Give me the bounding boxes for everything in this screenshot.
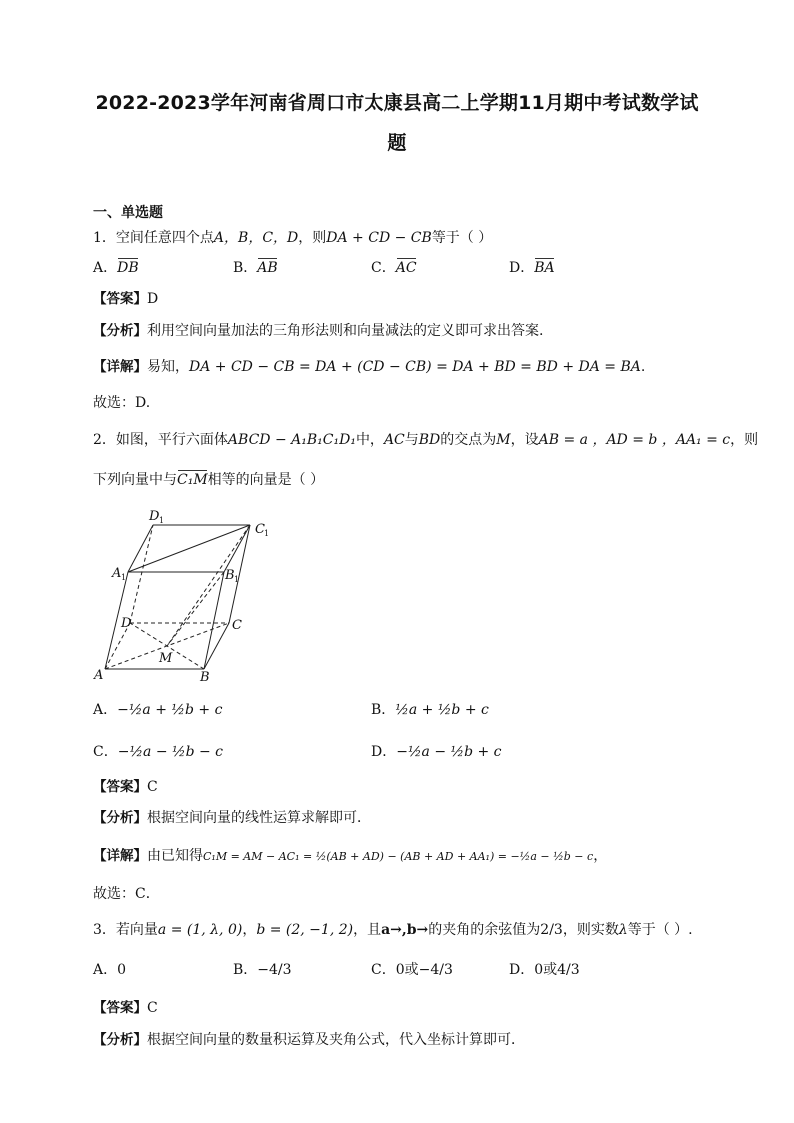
- answer-tag: 【答案】: [93, 779, 147, 795]
- q2-detail: 【详解】由已知得C₁M = AM − AC₁ = ½(AB + AD) − (AB + AD + AA₁) = −½a − ½b − c，: [93, 848, 608, 864]
- edge-DD1-hidden: [130, 525, 153, 623]
- svg-text:1: 1: [121, 573, 127, 582]
- question-2-stem: 2．如图，平行六面体ABCD − A₁B₁C₁D₁中，AC与BD的交点为M，设AB = a ，AD = b ，AA₁ = c，则: [93, 432, 759, 448]
- analysis-tag: 【分析】: [93, 810, 147, 826]
- q3-option-b: B．−4/3: [233, 962, 292, 978]
- question-3-stem: 3．若向量a = (1, λ, 0)，b = (2, −1, 2)，且a→,b→的夹角的余弦值为2/3，则实数λ等于（ ）.: [93, 922, 693, 938]
- label-C: C: [232, 618, 242, 633]
- svg-text:1: 1: [159, 516, 165, 525]
- q3-option-c: C．0或−4/3: [371, 962, 453, 978]
- svg-text:1: 1: [234, 575, 240, 584]
- q2-option-d-value: −½a − ½b + c: [396, 744, 502, 760]
- q3-option-d-value: 0或4/3: [534, 962, 580, 978]
- q1-option-d-value: BA: [534, 260, 555, 276]
- edge-BC: [204, 623, 229, 669]
- q3-answer-value: C: [147, 1000, 158, 1016]
- q1-option-d: D．BA: [509, 260, 555, 276]
- q3-option-b-value: −4/3: [257, 962, 292, 978]
- q1-vector-expression: DA + CD − CB: [326, 230, 432, 246]
- q1-points: A，B，C，D: [213, 230, 299, 246]
- q1-detail: 【详解】易知，DA + CD − CB = DA + (CD − CB) = DA + BD = BD + DA = BA.: [93, 359, 646, 375]
- q3-option-a-value: 0: [117, 962, 127, 978]
- q2-option-d: D．−½a − ½b + c: [371, 744, 502, 760]
- q1-option-b-value: AB: [257, 260, 278, 276]
- analysis-tag: 【分析】: [93, 323, 147, 339]
- q2-answer: [93, 777, 158, 797]
- detail-tag: 【详解】: [93, 359, 147, 375]
- q1-stem-text2: ，则: [298, 230, 327, 246]
- q1-conclusion: 故选：D.: [93, 395, 151, 411]
- document-title-continued: 题: [387, 132, 407, 154]
- q3-option-d: D．0或4/3: [509, 962, 580, 978]
- segment-B1M: [167, 572, 224, 646]
- q1-stem-text: 1．空间任意四个点: [93, 230, 214, 246]
- q3-cosine-value: 2/3: [540, 922, 563, 938]
- label-B1: B: [225, 568, 235, 583]
- q1-stem-text3: 等于（ ）: [431, 230, 493, 246]
- q3-option-a: A．0: [93, 962, 127, 978]
- q3-analysis-text: 根据空间向量的数量积运算及夹角公式，代入坐标计算即可．: [147, 1032, 525, 1048]
- segment-A1-C1-hidden: [128, 525, 250, 572]
- document-title: 2022-2023学年河南省周口市太康县高二上学期11月期中考试数学试: [95, 92, 699, 114]
- q2-option-b: B．½a + ½b + c: [371, 702, 489, 718]
- q2-option-a-value: −½a + ½b + c: [117, 702, 223, 718]
- section-heading-single-choice: 一、单选题: [93, 205, 163, 221]
- q2-option-b-value: ½a + ½b + c: [395, 702, 489, 718]
- label-A1: A: [112, 566, 122, 581]
- q1-analysis: [93, 321, 543, 341]
- answer-tag: 【答案】: [93, 1000, 147, 1016]
- q3-option-c-value: 0或−4/3: [395, 962, 453, 978]
- q1-option-c-value: AC: [395, 260, 417, 276]
- analysis-tag: 【分析】: [93, 1032, 147, 1048]
- q3-vector-b: b = (2, −1, 2): [256, 922, 354, 938]
- label-B: B: [200, 670, 210, 685]
- edge-A1D1: [128, 525, 153, 572]
- label-A: A: [94, 668, 104, 683]
- q2-option-c: C．−½a − ½b − c: [93, 744, 223, 760]
- q2-detail-expression: C₁M = AM − AC₁ = ½(AB + AD) − (AB + AD + AA₁) = −½a − ½b − c: [203, 850, 594, 863]
- q2-answer-value: C: [147, 779, 158, 795]
- q1-option-a-value: DB: [117, 260, 139, 276]
- detail-tag: 【详解】: [93, 848, 147, 864]
- label-C1: C: [255, 522, 265, 537]
- label-D1: D: [149, 509, 160, 524]
- q2-option-c-value: −½a − ½b − c: [117, 744, 223, 760]
- question-2-stem-line2: 下列向量中与C₁M相等的向量是（ ）: [93, 472, 325, 488]
- q2-option-a: A．−½a + ½b + c: [93, 702, 223, 718]
- q2-analysis: [93, 808, 371, 828]
- q2-analysis-text: 根据空间向量的线性运算求解即可．: [147, 810, 371, 826]
- edge-BB1: [204, 572, 224, 669]
- q2-target-vector: C₁M: [177, 472, 208, 488]
- q1-answer: [93, 289, 158, 309]
- q3-analysis: [93, 1030, 525, 1050]
- q2-conclusion: 故选：C．: [93, 886, 160, 902]
- label-D: D: [121, 616, 132, 631]
- svg-text:1: 1: [264, 529, 270, 538]
- q1-option-c: C．AC: [371, 260, 417, 276]
- q3-vector-a: a = (1, λ, 0): [157, 922, 243, 938]
- q1-answer-value: D: [147, 291, 159, 307]
- label-M: M: [159, 651, 173, 666]
- q1-option-b: B．AB: [233, 260, 278, 276]
- q1-detail-expression: DA + CD − CB = DA + (CD − CB) = DA + BD = BD + DA = BA: [189, 359, 641, 375]
- edge-B1C1: [224, 525, 250, 572]
- answer-tag: 【答案】: [93, 291, 147, 307]
- q1-option-a: A．DB: [93, 260, 139, 276]
- parallelepiped-figure: [92, 505, 292, 685]
- q1-analysis-text: 利用空间向量加法的三角形法则和向量减法的定义即可求出答案.: [147, 323, 544, 339]
- question-1-stem: [93, 228, 492, 248]
- q2-parallelepiped: ABCD − A₁B₁C₁D₁: [227, 432, 356, 448]
- q2-vector-definitions: AB = a ，AD = b ，AA₁ = c: [538, 432, 731, 448]
- q3-answer: [93, 998, 158, 1018]
- q3-bold-vectors: a→,b→: [381, 922, 429, 938]
